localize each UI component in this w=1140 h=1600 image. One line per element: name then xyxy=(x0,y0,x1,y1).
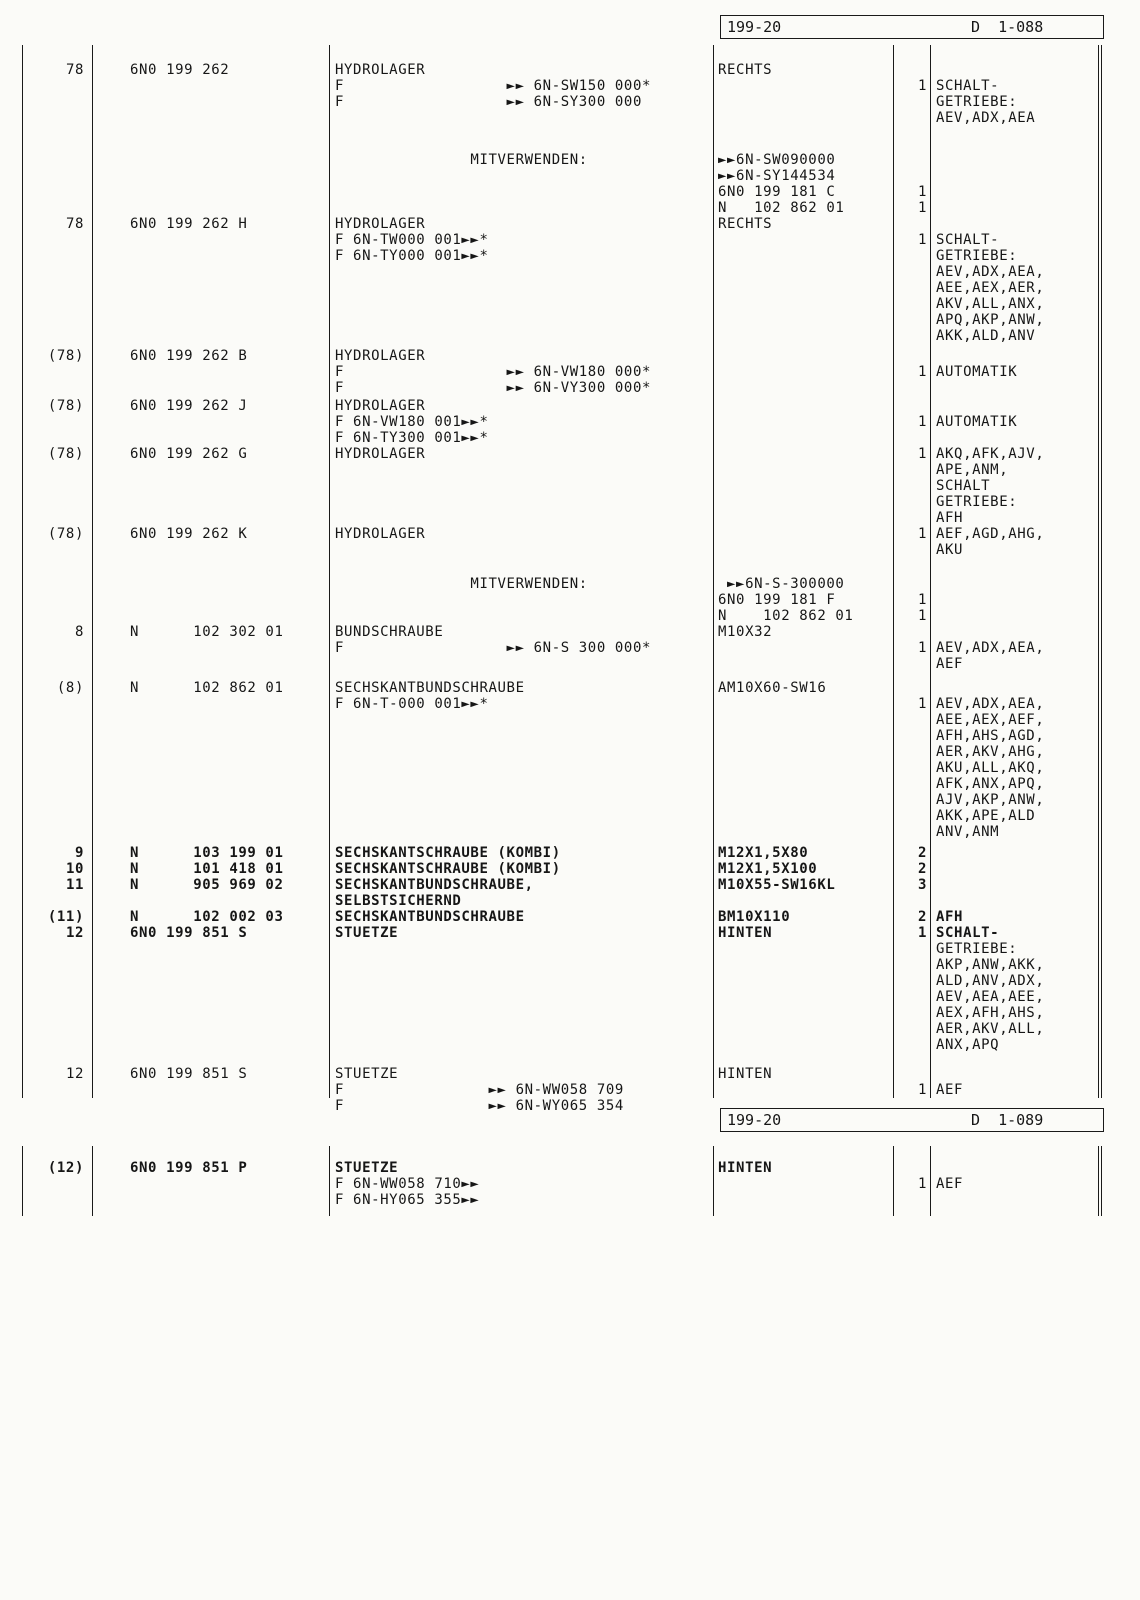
application: AEF xyxy=(936,1082,964,1098)
application: AFH xyxy=(936,510,964,526)
part-remark: AM10X60-SW16 xyxy=(718,680,827,696)
part-number: N 102 862 01 xyxy=(130,680,284,696)
part-description: F ►► 6N-WY065 354 xyxy=(335,1098,624,1114)
table-rule xyxy=(1101,45,1102,1098)
part-description: SELBSTSICHERND xyxy=(335,893,462,909)
part-description: F 6N-WW058 710►► xyxy=(335,1176,480,1192)
quantity: 1 xyxy=(917,364,927,380)
application: GETRIEBE: xyxy=(936,94,1018,110)
application: AJV,AKP,ANW, xyxy=(936,792,1045,808)
quantity: 1 xyxy=(917,200,927,216)
section-number: 199-20 xyxy=(727,18,782,36)
part-description: HYDROLAGER xyxy=(335,62,426,78)
application: AEF xyxy=(936,656,964,672)
application: AKU xyxy=(936,542,964,558)
application: APQ,AKP,ANW, xyxy=(936,312,1045,328)
quantity: 2 xyxy=(917,861,927,877)
part-remark: N 102 862 01 xyxy=(718,200,845,216)
application: ANX,APQ xyxy=(936,1037,1000,1053)
part-remark: RECHTS xyxy=(718,62,773,78)
part-description: HYDROLAGER xyxy=(335,446,426,462)
part-remark: BM10X110 xyxy=(718,909,791,925)
application: AEV,ADX,AEA, xyxy=(936,640,1045,656)
part-description: SECHSKANTBUNDSCHRAUBE, xyxy=(335,877,534,893)
section-number: 199-20 xyxy=(727,1111,782,1129)
application: AFK,ANX,APQ, xyxy=(936,776,1045,792)
position-number: 8 xyxy=(74,624,84,640)
part-description: F 6N-TY000 001►►* xyxy=(335,248,489,264)
part-description: SECHSKANTBUNDSCHRAUBE xyxy=(335,680,525,696)
part-remark: RECHTS xyxy=(718,216,773,232)
part-number: 6N0 199 262 xyxy=(130,62,230,78)
application: AFH,AHS,AGD, xyxy=(936,728,1045,744)
quantity: 1 xyxy=(917,184,927,200)
table-rule xyxy=(713,1146,714,1216)
application: AKK,APE,ALD xyxy=(936,808,1036,824)
part-number: 6N0 199 262 J xyxy=(130,398,248,414)
application: GETRIEBE: xyxy=(936,248,1018,264)
part-number: 6N0 199 851 S xyxy=(130,1066,248,1082)
part-number: N 103 199 01 xyxy=(130,845,284,861)
position-number: (11) xyxy=(47,909,84,925)
application: AKQ,AFK,AJV, xyxy=(936,446,1045,462)
position-number: (78) xyxy=(47,348,84,364)
application: AKU,ALL,AKQ, xyxy=(936,760,1045,776)
part-remark: HINTEN xyxy=(718,925,773,941)
table-rule xyxy=(893,45,894,1098)
application: AEF,AGD,AHG, xyxy=(936,526,1045,542)
part-remark: M12X1,5X100 xyxy=(718,861,818,877)
position-number: (78) xyxy=(47,398,84,414)
position-number: 78 xyxy=(65,62,84,78)
table-rule xyxy=(893,1146,894,1216)
application: APE,ANM, xyxy=(936,462,1009,478)
quantity: 1 xyxy=(917,414,927,430)
part-remark: ►►6N-SY144534 xyxy=(718,168,836,184)
application: SCHALT- xyxy=(936,232,1000,248)
application: GETRIEBE: xyxy=(936,494,1018,510)
part-description: STUETZE xyxy=(335,925,399,941)
position-number: (78) xyxy=(47,526,84,542)
part-number: N 101 418 01 xyxy=(130,861,284,877)
part-description: HYDROLAGER xyxy=(335,526,426,542)
table-rule xyxy=(329,45,330,1098)
part-number: N 905 969 02 xyxy=(130,877,284,893)
table-rule xyxy=(1101,1146,1102,1216)
part-number: 6N0 199 851 P xyxy=(130,1160,248,1176)
application: AEV,AEA,AEE, xyxy=(936,989,1045,1005)
application: AKV,ALL,ANX, xyxy=(936,296,1045,312)
part-description: F ►► 6N-SW150 000* xyxy=(335,78,652,94)
page-number: D 1-089 xyxy=(971,1111,1044,1129)
application: AEV,ADX,AEA, xyxy=(936,696,1045,712)
quantity: 1 xyxy=(917,608,927,624)
table-rule xyxy=(22,45,23,1098)
quantity: 3 xyxy=(917,877,927,893)
application: AFH xyxy=(936,909,964,925)
part-description: F 6N-VW180 001►►* xyxy=(335,414,489,430)
part-remark: M10X55-SW16KL xyxy=(718,877,836,893)
part-remark: 6N0 199 181 F xyxy=(718,592,836,608)
position-number: 78 xyxy=(65,216,84,232)
part-remark: M10X32 xyxy=(718,624,773,640)
application: AUTOMATIK xyxy=(936,414,1018,430)
application: AEV,ADX,AEA, xyxy=(936,264,1045,280)
application: SCHALT- xyxy=(936,925,1000,941)
part-description: HYDROLAGER xyxy=(335,398,426,414)
part-description: F ►► 6N-SY300 000 xyxy=(335,94,642,110)
application: SCHALT- xyxy=(936,78,1000,94)
part-number: 6N0 199 262 K xyxy=(130,526,248,542)
quantity: 1 xyxy=(917,1176,927,1192)
page-header-box xyxy=(720,1108,1104,1132)
part-description: F ►► 6N-S 300 000* xyxy=(335,640,652,656)
application: AUTOMATIK xyxy=(936,364,1018,380)
table-rule xyxy=(713,45,714,1098)
part-remark: 6N0 199 181 C xyxy=(718,184,836,200)
table-rule xyxy=(92,1146,93,1216)
part-description: MITVERWENDEN: xyxy=(335,576,588,592)
part-description: F ►► 6N-WW058 709 xyxy=(335,1082,624,1098)
page-number: D 1-088 xyxy=(971,18,1044,36)
application: AKK,ALD,ANV xyxy=(936,328,1036,344)
position-number: 12 xyxy=(65,1066,84,1082)
position-number: 11 xyxy=(65,877,84,893)
part-description: F 6N-HY065 355►► xyxy=(335,1192,480,1208)
application: ALD,ANV,ADX, xyxy=(936,973,1045,989)
part-number: 6N0 199 262 H xyxy=(130,216,248,232)
part-description: HYDROLAGER xyxy=(335,216,426,232)
table-rule xyxy=(930,45,931,1098)
application: SCHALT xyxy=(936,478,991,494)
part-description: SECHSKANTSCHRAUBE (KOMBI) xyxy=(335,845,561,861)
quantity: 1 xyxy=(917,696,927,712)
part-remark: HINTEN xyxy=(718,1066,773,1082)
part-remark: M12X1,5X80 xyxy=(718,845,809,861)
part-description: STUETZE xyxy=(335,1066,399,1082)
table-rule xyxy=(930,1146,931,1216)
page-header-box xyxy=(720,15,1104,39)
application: AEE,AEX,AER, xyxy=(936,280,1045,296)
quantity: 1 xyxy=(917,232,927,248)
part-description: F 6N-T-000 001►►* xyxy=(335,696,489,712)
part-description: F ►► 6N-VW180 000* xyxy=(335,364,652,380)
part-remark: ►►6N-S-300000 xyxy=(718,576,845,592)
position-number: 10 xyxy=(65,861,84,877)
table-rule xyxy=(22,1146,23,1216)
part-description: HYDROLAGER xyxy=(335,348,426,364)
part-remark: ►►6N-SW090000 xyxy=(718,152,836,168)
quantity: 1 xyxy=(917,526,927,542)
part-description: SECHSKANTSCHRAUBE (KOMBI) xyxy=(335,861,561,877)
position-number: (12) xyxy=(47,1160,84,1176)
part-description: SECHSKANTBUNDSCHRAUBE xyxy=(335,909,525,925)
table-rule xyxy=(1098,1146,1099,1216)
quantity: 1 xyxy=(917,640,927,656)
quantity: 2 xyxy=(917,909,927,925)
quantity: 1 xyxy=(917,925,927,941)
application: GETRIEBE: xyxy=(936,941,1018,957)
quantity: 1 xyxy=(917,78,927,94)
position-number: (78) xyxy=(47,446,84,462)
application: AER,AKV,ALL, xyxy=(936,1021,1045,1037)
part-description: F ►► 6N-VY300 000* xyxy=(335,380,652,396)
quantity: 1 xyxy=(917,446,927,462)
position-number: 12 xyxy=(65,925,84,941)
part-description: F 6N-TY300 001►►* xyxy=(335,430,489,446)
application: AEX,AFH,AHS, xyxy=(936,1005,1045,1021)
application: AEV,ADX,AEA xyxy=(936,110,1036,126)
table-rule xyxy=(329,1146,330,1216)
part-remark: HINTEN xyxy=(718,1160,773,1176)
position-number: 9 xyxy=(74,845,84,861)
part-number: 6N0 199 851 S xyxy=(130,925,248,941)
position-number: (8) xyxy=(56,680,84,696)
quantity: 1 xyxy=(917,592,927,608)
quantity: 2 xyxy=(917,845,927,861)
part-remark: N 102 862 01 xyxy=(718,608,854,624)
part-description: MITVERWENDEN: xyxy=(335,152,588,168)
part-number: 6N0 199 262 B xyxy=(130,348,248,364)
application: AEE,AEX,AEF, xyxy=(936,712,1045,728)
application: AEF xyxy=(936,1176,964,1192)
table-rule xyxy=(1098,45,1099,1098)
quantity: 1 xyxy=(917,1082,927,1098)
part-number: N 102 302 01 xyxy=(130,624,284,640)
part-description: F 6N-TW000 001►►* xyxy=(335,232,489,248)
part-number: 6N0 199 262 G xyxy=(130,446,248,462)
part-description: BUNDSCHRAUBE xyxy=(335,624,444,640)
application: AKP,ANW,AKK, xyxy=(936,957,1045,973)
part-number: N 102 002 03 xyxy=(130,909,284,925)
application: AER,AKV,AHG, xyxy=(936,744,1045,760)
application: ANV,ANM xyxy=(936,824,1000,840)
part-description: STUETZE xyxy=(335,1160,399,1176)
table-rule xyxy=(92,45,93,1098)
